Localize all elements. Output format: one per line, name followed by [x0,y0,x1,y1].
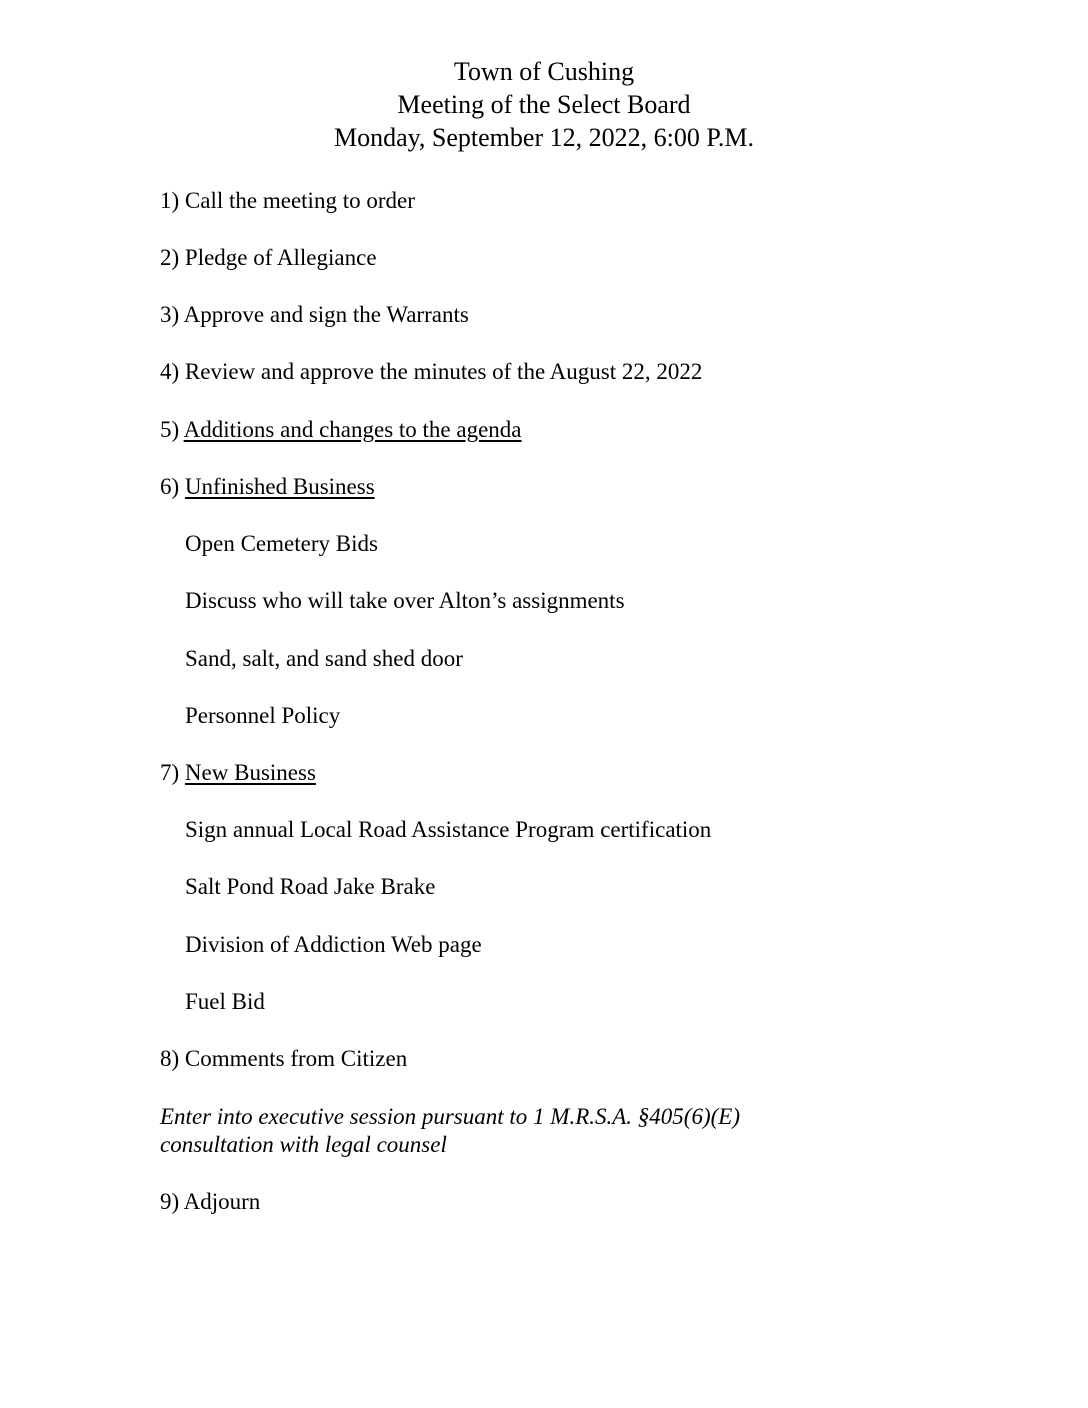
item-heading: Unfinished Business [184,474,375,499]
item-label: Approve and sign the Warrants [183,302,469,327]
item-label: Pledge of Allegiance [184,245,377,270]
town-name: Town of Cushing [453,57,635,86]
item-number: 3) [160,302,184,327]
item-heading: New Business [184,760,316,785]
item-number: 4) [160,359,185,384]
item-label: Adjourn [183,1189,261,1214]
item-number: 8) [160,1046,185,1071]
sub-item: Salt Pond Road Jake Brake [185,874,436,899]
agenda-item-2 [160,244,377,272]
item-number: 5) [160,417,184,442]
item-number: 2) [160,245,185,270]
agenda-item-9 [160,1188,260,1216]
agenda-item-7 [160,759,316,787]
meeting-datetime: Monday, September 12, 2022, 6:00 P.M. [333,123,755,152]
agenda-item-8 [160,1045,407,1073]
sub-item: Division of Addiction Web page [185,932,482,957]
agenda-item-6 [160,473,375,501]
item-number: 9) [160,1189,184,1214]
sub-item: Open Cemetery Bids [185,531,378,556]
sub-item: Personnel Policy [185,703,341,728]
sub-item: Fuel Bid [185,989,265,1014]
meeting-title: Meeting of the Select Board [397,90,691,119]
item-label: Comments from Citizen [184,1046,408,1071]
item-label: Review and approve the minutes of the August 22, 2022 [184,359,703,384]
item-number: 1) [160,188,185,213]
item-label: Call the meeting to order [184,188,415,213]
sub-item: Sand, salt, and sand shed door [185,646,463,671]
item-number: 7) [160,760,185,785]
agenda-item-3 [160,301,469,329]
agenda-item-1 [160,187,415,215]
agenda-item-5 [160,416,522,444]
executive-session-line-1: Enter into executive session pursuant to 1 M.R.S.A. §405(6)(E) [160,1104,740,1129]
executive-session-line-2: consultation with legal counsel [160,1132,447,1157]
item-number: 6) [160,474,185,499]
sub-item: Sign annual Local Road Assistance Program certification [185,817,712,842]
agenda-item-4 [160,358,702,386]
item-heading: Additions and changes to the agenda [183,417,522,442]
sub-item: Discuss who will take over Alton’s assignments [185,588,625,613]
